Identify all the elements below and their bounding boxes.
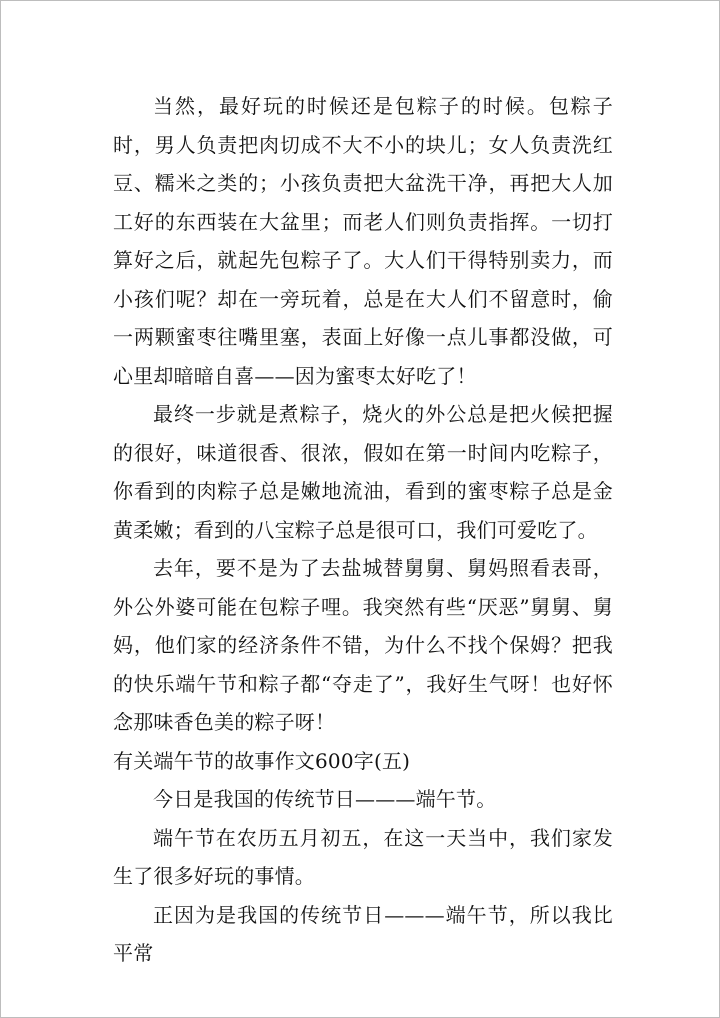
paragraph-last-year: 去年，要不是为了去盐城替舅舅、舅妈照看表哥，外公外婆可能在包粽子哩。我突然有些“厌恶”舅舅、舅妈，他们家的经济条件不错，为什么不找个保姆？把我的快乐端午节和粽子都“夺走了”，我好生气呀！也好怀念那味香色美的粽子呀！ xyxy=(113,556,613,734)
paragraph-cooking-zongzi: 最终一步就是煮粽子，烧火的外公总是把火候把握的很好，味道很香、很浓，假如在第一时间内吃粽子，你看到的肉粽子总是嫩地流油，看到的蜜枣粽子总是金黄柔嫩；看到的八宝粽子总是很可口，我们可爱吃了。 xyxy=(113,402,613,542)
paragraph-zongzi-making: 当然，最好玩的时候还是包粽子的时候。包粽子时，男人负责把肉切成不大不小的块儿；女人负责洗红豆、糯米之类的；小孩负责把大盆洗干净，再把大人加工好的东西装在大盆里；而老人们则负责指挥。一切打算好之后，就起先包粽子了。大人们干得特别卖力，而小孩们呢？却在一旁玩着，总是在大人们不留意时，偷一两颗蜜枣往嘴里塞，表面上好像一点儿事都没做，可心里却暗暗自喜——因为蜜枣太好吃了！ xyxy=(113,94,613,388)
document-body xyxy=(113,87,613,973)
paragraph-festival-intro: 今日是我国的传统节日———端午节。 xyxy=(153,787,497,811)
section-heading: 有关端午节的故事作文600字(五) xyxy=(113,748,411,773)
paragraph-festival-date: 端午节在农历五月初五，在这一天当中，我们家发生了很多好玩的事情。 xyxy=(113,825,613,888)
paragraph-continued: 正因为是我国的传统节日———端午节，所以我比平常 xyxy=(113,902,613,965)
